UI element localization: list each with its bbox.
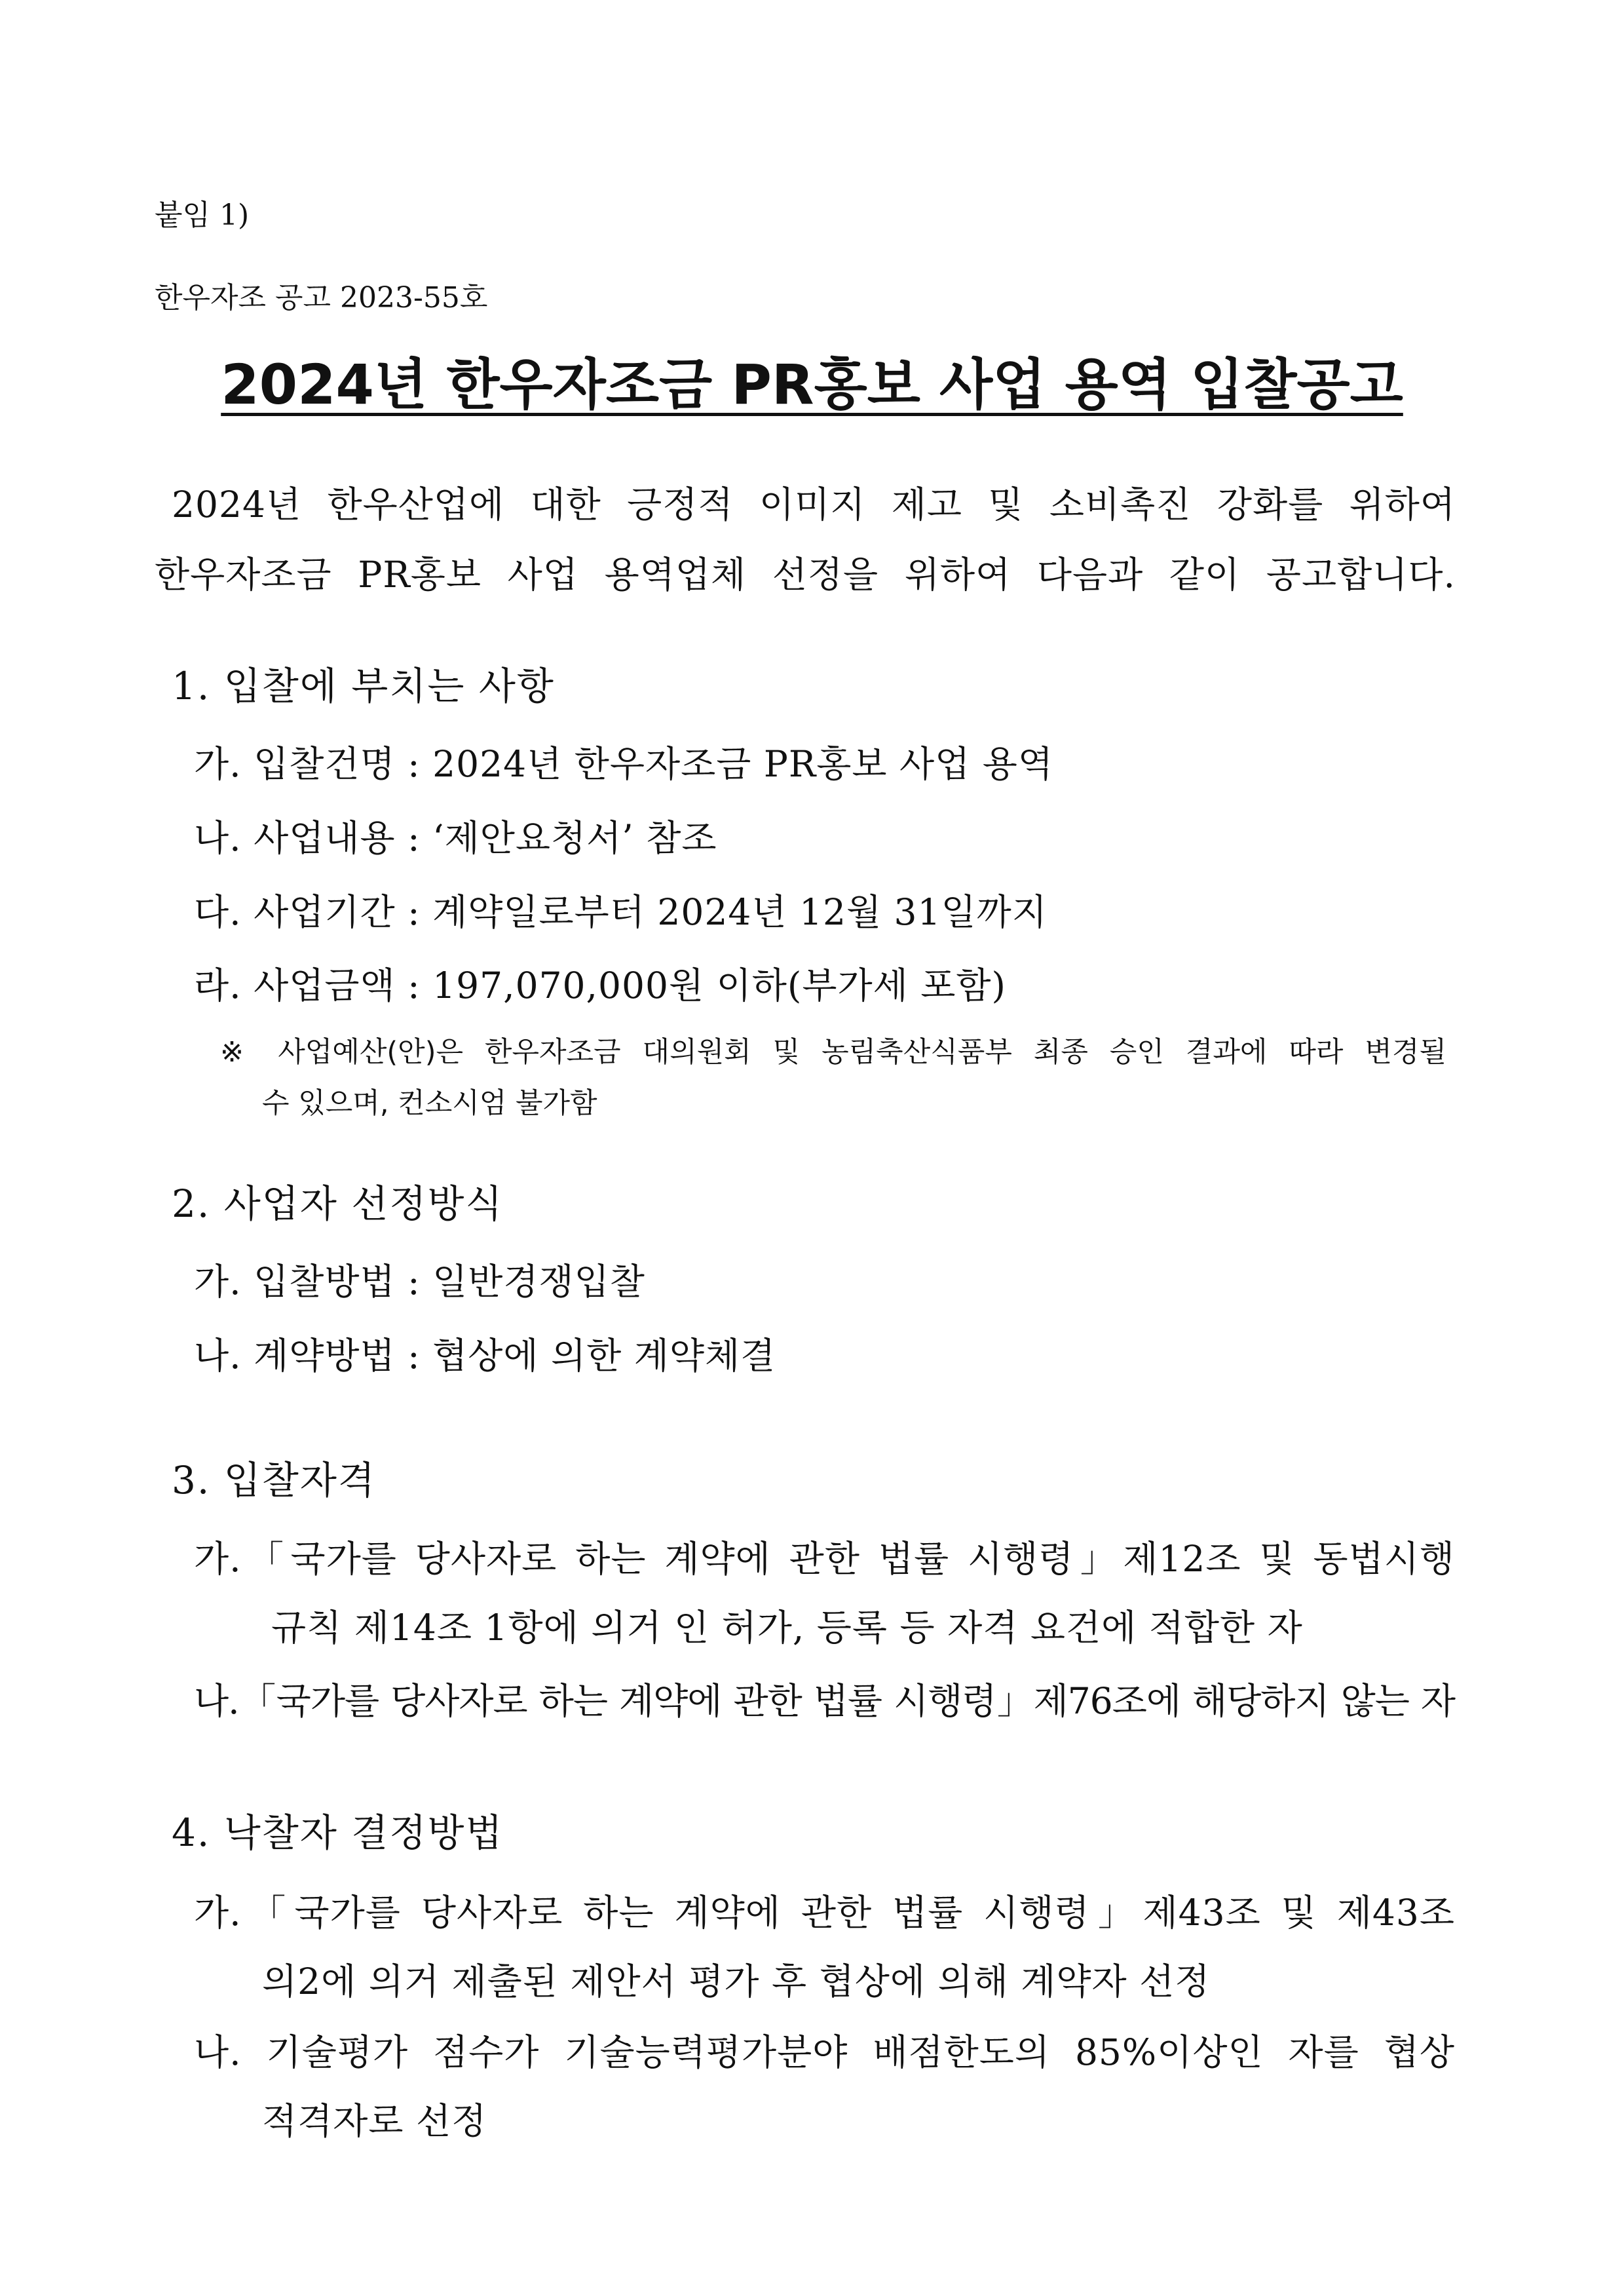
section-3-item-b: 나.「국가를 당사자로 하는 계약에 관한 법률 시행령」제76조에 해당하지 않는 자 xyxy=(194,1680,1455,1722)
section-1-item-c: 다. 사업기간 : 계약일로부터 2024년 12월 31일까지 xyxy=(194,891,1048,933)
section-4-item-a-line-2: 의2에 의거 제출된 제안서 평가 후 협상에 의해 계약자 선정 xyxy=(262,1961,1211,2002)
section-4-item-b-line-2: 적격자로 선정 xyxy=(262,2100,487,2142)
section-4-item-b-line-1: 나. 기술평가 점수가 기술능력평가분야 배점한도의 85%이상인 자를 협상 xyxy=(194,2031,1455,2073)
section-4-heading: 4. 낙찰자 결정방법 xyxy=(172,1810,504,1855)
section-4-item-a-line-1: 가.「국가를 당사자로 하는 계약에 관한 법률 시행령」제43조 및 제43조 xyxy=(194,1892,1455,1934)
page-title: 2024년 한우자조금 PR홍보 사업 용역 입찰공고 xyxy=(221,353,1403,417)
section-3-heading: 3. 입찰자격 xyxy=(172,1458,376,1502)
intro-line-2: 한우자조금 PR홍보 사업 용역업체 선정을 위하여 다음과 같이 공고합니다. xyxy=(155,554,1456,596)
section-2-item-b: 나. 계약방법 : 협상에 의한 계약체결 xyxy=(194,1335,776,1377)
section-1-item-b: 나. 사업내용 : ‘제안요청서’ 참조 xyxy=(194,817,717,859)
section-1-note-line-1: ※ 사업예산(안)은 한우자조금 대의원회 및 농림축산식품부 최종 승인 결과에 따라 변경될 xyxy=(220,1036,1446,1069)
section-2-heading: 2. 사업자 선정방식 xyxy=(172,1181,504,1226)
section-1-note-line-2: 수 있으며, 컨소시엄 불가함 xyxy=(262,1087,597,1120)
attachment-label: 붙임 1) xyxy=(155,199,250,232)
section-3-item-a-line-1: 가.「국가를 당사자로 하는 계약에 관한 법률 시행령」제12조 및 동법시행 xyxy=(194,1538,1455,1580)
section-2-item-a: 가. 입찰방법 : 일반경쟁입찰 xyxy=(194,1261,645,1303)
notice-number: 한우자조 공고 2023-55호 xyxy=(155,281,488,315)
intro-line-1: 2024년 한우산업에 대한 긍정적 이미지 제고 및 소비촉진 강화를 위하여 xyxy=(172,484,1456,526)
section-3-item-a-line-2: 규칙 제14조 1항에 의거 인 허가, 등록 등 자격 요건에 적합한 자 xyxy=(271,1607,1303,1649)
section-1-item-d: 라. 사업금액 : 197,070,000원 이하(부가세 포함) xyxy=(194,965,1006,1006)
section-1-heading: 1. 입찰에 부치는 사항 xyxy=(172,664,555,708)
section-1-item-a: 가. 입찰건명 : 2024년 한우자조금 PR홍보 사업 용역 xyxy=(194,743,1053,785)
